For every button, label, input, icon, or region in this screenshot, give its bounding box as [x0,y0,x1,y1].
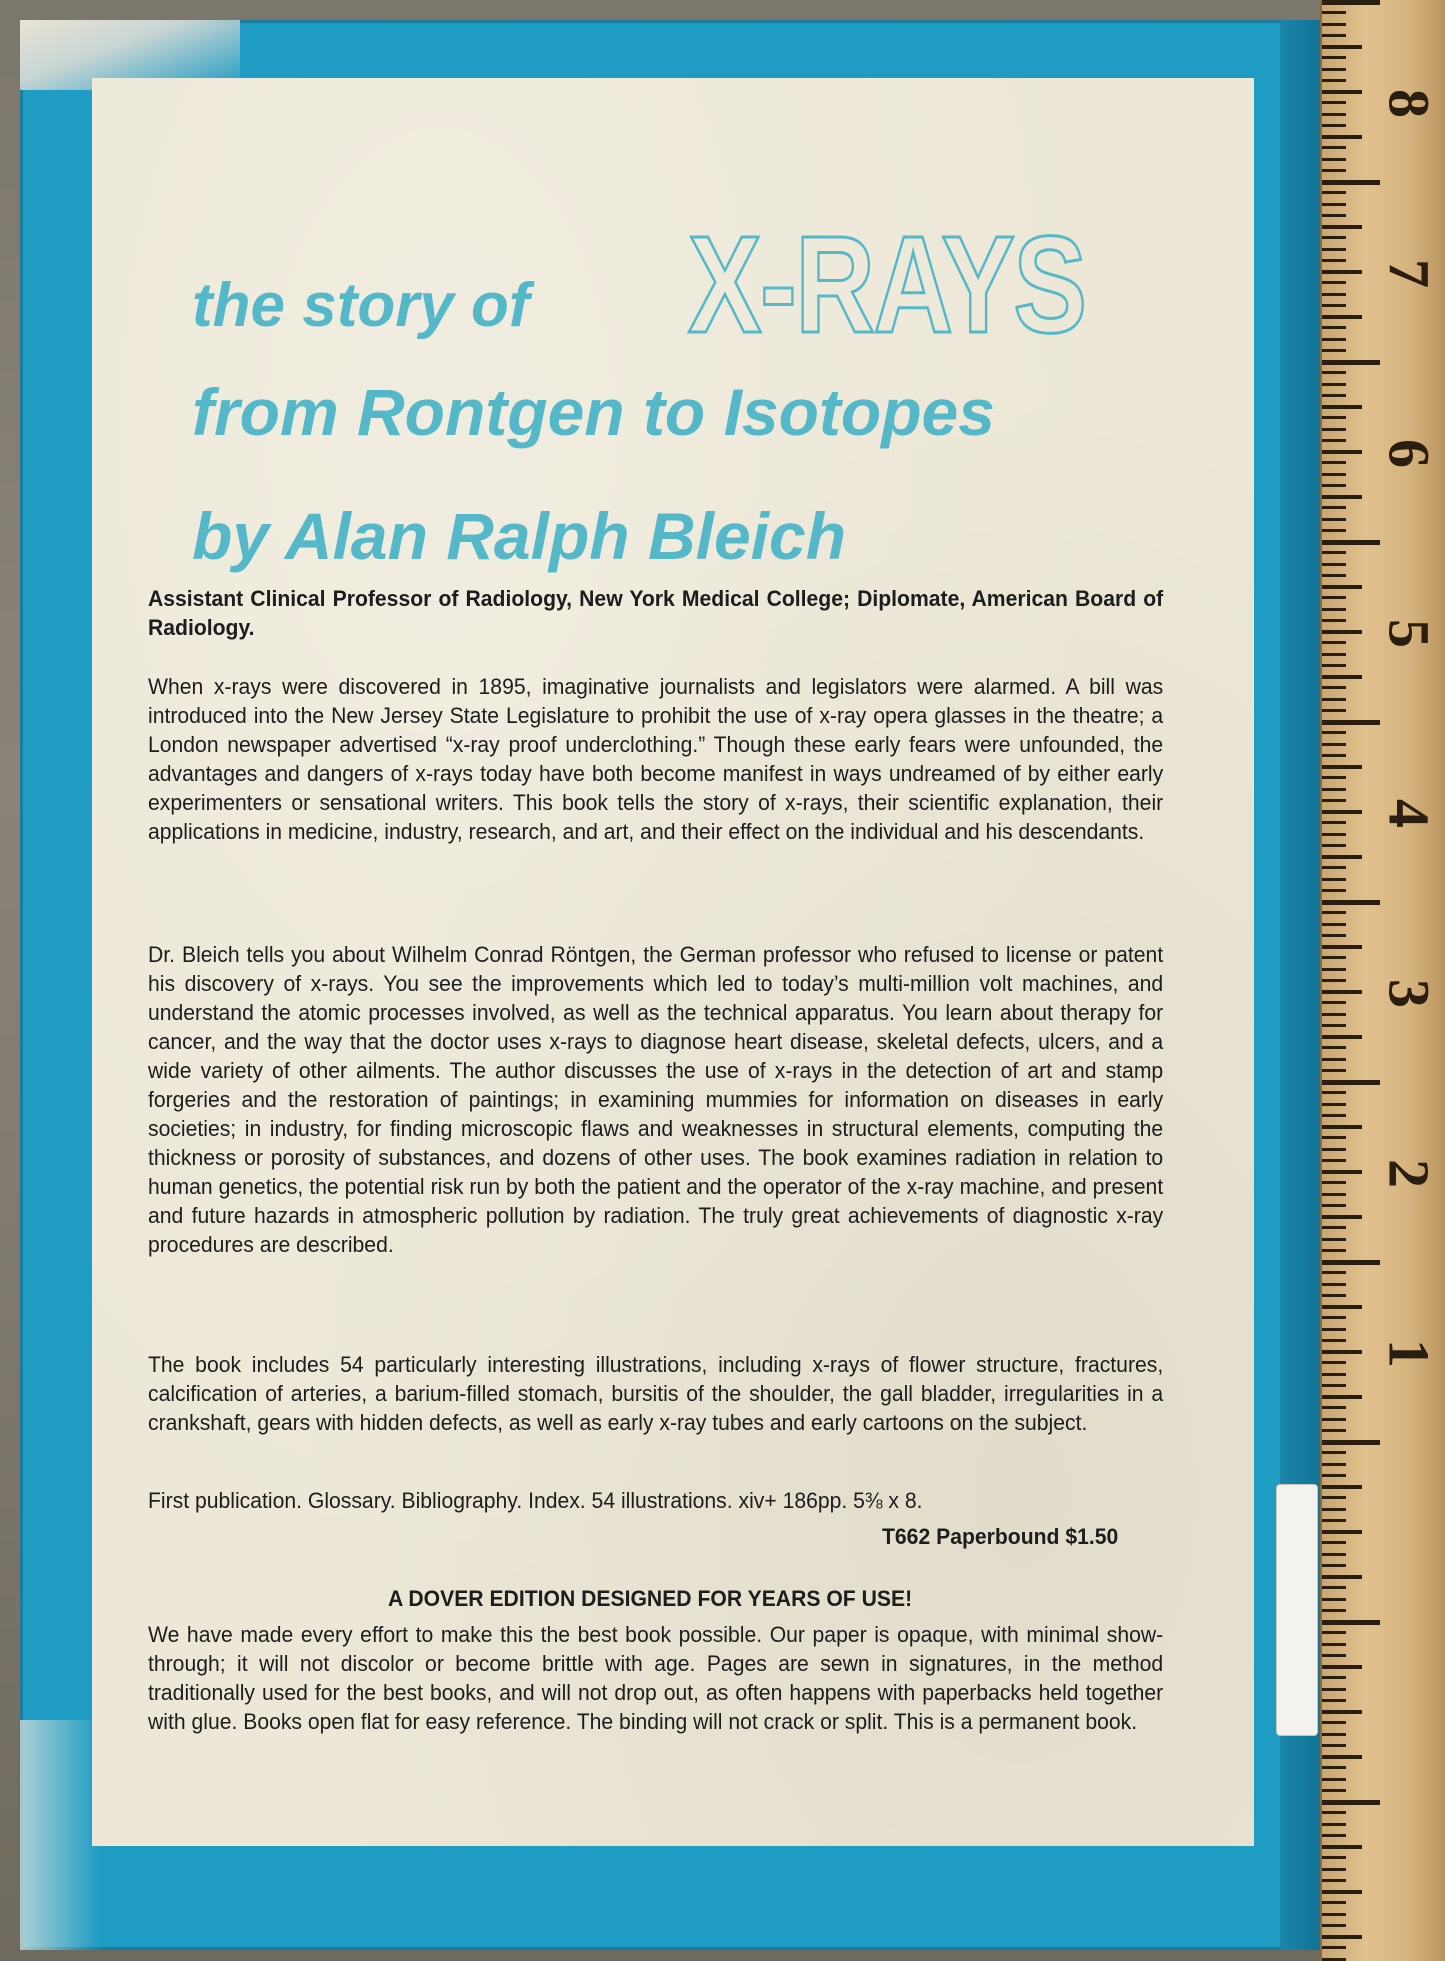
ruler-tick [1322,1553,1346,1556]
ruler-tick [1322,563,1346,566]
ruler-tick [1322,1429,1346,1432]
ruler-tick [1322,1046,1346,1049]
ruler-tick [1322,1024,1346,1027]
ruler-number-6: 6 [1376,439,1442,468]
ruler-tick [1322,1249,1346,1252]
ruler-tick [1322,113,1346,116]
ruler-tick [1322,1733,1346,1736]
ruler-tick [1322,1699,1346,1702]
ruler-tick [1322,1935,1362,1939]
ruler-tick [1322,23,1346,26]
ruler-tick [1322,0,1380,5]
ruler-tick [1322,1418,1346,1421]
ruler-tick [1322,1778,1346,1781]
ruler-tick [1322,439,1346,442]
ruler-tick [1322,878,1346,881]
ruler-tick [1322,844,1346,847]
ruler-tick [1322,1958,1346,1961]
ruler-tick [1322,596,1346,599]
ruler-tick [1322,968,1346,971]
ruler-tick [1322,1373,1346,1376]
ruler-tick [1322,1676,1346,1679]
ruler-tick [1322,1384,1346,1387]
ruler-tick [1322,731,1346,734]
ruler-tick [1322,1665,1362,1669]
title-line-2: from Rontgen to Isotopes [192,375,995,449]
ruler-tick [1322,90,1362,94]
wooden-ruler [1320,0,1445,1961]
ruler-tick [1322,1350,1362,1354]
ruler-tick [1322,1238,1346,1241]
ruler-number-2: 2 [1376,1159,1442,1188]
ruler-tick [1322,1586,1346,1589]
ruler-tick [1322,529,1346,532]
ruler-tick [1322,1294,1346,1297]
ruler-tick [1322,979,1346,982]
ruler-tick [1322,1789,1346,1792]
ruler-tick [1322,1823,1346,1826]
ruler-tick [1322,1114,1346,1117]
ruler-tick [1322,450,1362,454]
ruler-tick [1322,1069,1346,1072]
ruler-tick [1322,720,1380,725]
ruler-tick [1322,1868,1346,1871]
ruler-tick [1322,1283,1346,1286]
ruler-tick [1322,1013,1346,1016]
ruler-tick [1322,315,1362,319]
ruler-tick [1322,1305,1362,1309]
ruler-tick [1322,1148,1346,1151]
ruler-tick [1322,1001,1346,1004]
ruler-tick [1322,608,1346,611]
ruler-tick [1322,1924,1346,1927]
ruler-tick [1322,1440,1380,1445]
ruler-tick [1322,653,1346,656]
ruler-tick [1322,1710,1362,1714]
ruler-tick [1322,371,1346,374]
dover-paragraph: We have made every effort to make this the best book possible. Our paper is opaque, with minimal show-through; it will not discolor or become brittle with age. Pages are sewn in signatures, in the method traditionally used for the best books, and will not drop out, as often happens with paperbacks held together with glue. Books open flat for easy reference. The binding will not crack or split. This is a permanent book. [148,1622,1164,1734]
ruler-tick [1322,1260,1380,1265]
ruler-tick [1322,1620,1380,1625]
ruler-tick [1322,1913,1346,1916]
ruler-tick [1322,799,1346,802]
ruler-tick [1322,776,1346,779]
ruler-tick [1322,158,1346,161]
ruler-tick [1322,1215,1362,1219]
ruler-tick [1322,911,1346,914]
ruler-tick [1322,1631,1346,1634]
ruler-tick [1322,956,1346,959]
cover-wear-bottom-left [20,1720,100,1950]
ruler-tick [1322,1485,1362,1489]
ruler-tick [1322,293,1346,296]
ruler-tick [1322,281,1346,284]
ruler-tick [1322,1170,1362,1174]
ruler-tick [1322,1811,1346,1814]
ruler-tick [1322,1496,1346,1499]
ruler-tick [1322,79,1346,82]
ruler-tick [1322,1125,1362,1129]
ruler-tick [1322,540,1380,545]
ruler-tick [1322,495,1362,499]
ruler-tick [1322,461,1346,464]
ruler-tick [1322,934,1346,937]
ruler-tick [1322,664,1346,667]
ruler-tick [1322,1181,1346,1184]
ruler-tick [1322,1755,1362,1759]
ruler-tick [1322,821,1346,824]
ruler-tick [1322,473,1346,476]
ruler-tick [1322,225,1362,229]
ruler-tick [1322,1395,1362,1399]
dover-heading: A DOVER EDITION DESIGNED FOR YEARS OF USE! [388,1586,913,1611]
ruler-tick [1322,270,1362,274]
ruler-tick [1322,1316,1346,1319]
ruler-tick [1322,416,1346,419]
ruler-tick [1322,990,1362,994]
ruler-tick [1322,788,1346,791]
ruler-tick [1322,889,1346,892]
price-line: T662 Paperbound $1.50 [882,1524,1119,1549]
ruler-tick [1322,833,1346,836]
ruler-number-5: 5 [1376,619,1442,648]
ruler-tick [1322,1879,1346,1882]
ruler-tick [1322,1890,1362,1894]
ruler-tick [1322,1856,1346,1859]
ruler-tick [1322,405,1362,409]
ruler-tick [1322,259,1346,262]
ruler-tick [1322,1721,1346,1724]
ruler-tick [1322,428,1346,431]
ruler-tick [1322,675,1362,679]
ruler-tick [1322,1609,1346,1612]
ruler-number-3: 3 [1376,979,1442,1008]
ruler-tick [1322,1451,1346,1454]
ruler-tick [1322,1361,1346,1364]
author-line: by Alan Ralph Bleich [192,499,847,573]
ruler-tick [1322,338,1346,341]
ruler-tick [1322,754,1346,757]
ruler-tick [1322,1643,1346,1646]
ruler-tick [1322,1688,1346,1691]
ruler-tick [1322,484,1346,487]
ruler-tick [1322,1204,1346,1207]
ruler-tick [1322,180,1380,185]
ruler-tick [1322,709,1346,712]
library-sticker [1276,1484,1318,1736]
ruler-tick [1322,360,1380,365]
ruler-tick [1322,135,1362,139]
ruler-tick [1322,1463,1346,1466]
ruler-tick [1322,923,1346,926]
ruler-tick [1322,68,1346,71]
ruler-tick [1322,146,1346,149]
ruler-tick [1322,1519,1346,1522]
ruler-tick [1322,1058,1346,1061]
ruler-tick [1322,630,1362,634]
ruler-tick [1322,394,1346,397]
ruler-tick [1322,1744,1346,1747]
ruler-tick [1322,866,1346,869]
ruler-tick [1322,698,1346,701]
paragraph-3: The book includes 54 particularly interesting illustrations, including x-rays of flower structure, fractures, calcification of arteries, a barium-filled stomach, bursitis of the shoulder, the gall bladder, irregularities in a crankshaft, gears with hidden defects, as well as early x-ray tubes and early cartoons on the subject. [148,1352,1164,1435]
ruler-tick [1322,619,1346,622]
ruler-number-7: 7 [1376,259,1442,288]
ruler-tick [1322,810,1362,814]
ruler-tick [1322,1406,1346,1409]
ruler-tick [1322,1474,1346,1477]
title-xrays: X-RAYS [688,208,1086,362]
ruler-tick [1322,1339,1346,1342]
ruler-tick [1322,349,1346,352]
ruler-tick [1322,304,1346,307]
ruler-tick [1322,1080,1380,1085]
ruler-tick [1322,326,1346,329]
ruler-tick [1322,214,1346,217]
ruler-number-1: 1 [1376,1339,1442,1368]
publication-info: First publication. Glossary. Bibliography. Index. 54 illustrations. xiv+ 186pp. 5⅜ x 8. [148,1488,923,1513]
author-credentials: Assistant Clinical Professor of Radiology, New York Medical College; Diplomate, American Board of Radiology. [148,586,1164,640]
ruler-tick [1322,641,1346,644]
ruler-tick [1322,236,1346,239]
ruler-tick [1322,1226,1346,1229]
ruler-tick [1322,191,1346,194]
ruler-tick [1322,101,1346,104]
ruler-tick [1322,1035,1362,1039]
ruler-tick [1322,1598,1346,1601]
ruler-tick [1322,1654,1346,1657]
ruler-tick [1322,585,1362,589]
ruler-tick [1322,169,1346,172]
ruler-tick [1322,1530,1362,1534]
ruler-tick [1322,686,1346,689]
ruler-tick [1322,743,1346,746]
ruler-tick [1322,1845,1362,1849]
ruler-tick [1322,56,1346,59]
ruler-tick [1322,765,1362,769]
ruler-tick [1322,574,1346,577]
ruler-tick [1322,1564,1346,1567]
ruler-tick [1322,506,1346,509]
ruler-tick [1322,1541,1346,1544]
ruler-tick [1322,551,1346,554]
ruler-tick [1322,34,1346,37]
ruler-tick [1322,855,1362,859]
ruler-tick [1322,1834,1346,1837]
ruler-number-8: 8 [1376,89,1442,118]
ruler-tick [1322,1901,1346,1904]
ruler-tick [1322,1271,1346,1274]
paragraph-2: Dr. Bleich tells you about Wilhelm Conrad Röntgen, the German professor who refused to license or patent his discovery of x-rays. You see the improvements which led to today’s multi-million volt machines, and understand the atomic processes involved, as well as the technical apparatus. You learn about therapy for cancer, and the way that the doctor uses x-rays to diagnose heart disease, skeletal defects, ulcers, and a wide variety of other ailments. The author discusses the use of x-rays in the detection of art and stamp forgeries and the restoration of paintings; in examining mummies for information on diseases in early societies; in industry, for finding microscopic flaws and weaknesses in structural elements, computing the thickness or porosity of substances, and dozens of other uses. The book examines radiation in relation to human genetics, the potential risk run by both the patient and the operator of the x-ray machine, and present and future hazards in atmospheric pollution by radiation. The truly great achievements of diagnostic x-ray procedures are described. [148,942,1164,1257]
ruler-tick [1322,1946,1346,1949]
ruler-tick [1322,1091,1346,1094]
ruler-tick [1322,1136,1346,1139]
ruler-tick [1322,45,1362,49]
ruler-tick [1322,1159,1346,1162]
ruler-tick [1322,518,1346,521]
title-line-1: the story of [192,271,530,340]
ruler-tick [1322,1103,1346,1106]
ruler-tick [1322,1193,1346,1196]
ruler-tick [1322,124,1346,127]
ruler-tick [1322,248,1346,251]
ruler-tick [1322,383,1346,386]
ruler-tick [1322,945,1362,949]
ruler-tick [1322,900,1380,905]
ruler-tick [1322,1800,1380,1805]
paragraph-1: When x-rays were discovered in 1895, imaginative journalists and legislators were alarmed. A bill was introduced into the New Jersey State Legislature to prohibit the use of x-ray opera glasses in the theatre; a London newspaper advertised “x-ray proof underclothing.” Though these early fears were unfounded, the advantages and dangers of x-rays today have both become manifest in ways undreamed of by either early experimenters or sensational writers. This book tells the story of x-rays, their scientific explanation, their applications in medicine, industry, research, and art, and their effect on the individual and his descendants. [148,674,1164,844]
ruler-tick [1322,1766,1346,1769]
ruler-tick [1322,11,1346,14]
ruler-tick [1322,203,1346,206]
ruler-tick [1322,1575,1362,1579]
ruler-tick [1322,1508,1346,1511]
ruler-number-4: 4 [1376,799,1442,828]
ruler-tick [1322,1328,1346,1331]
